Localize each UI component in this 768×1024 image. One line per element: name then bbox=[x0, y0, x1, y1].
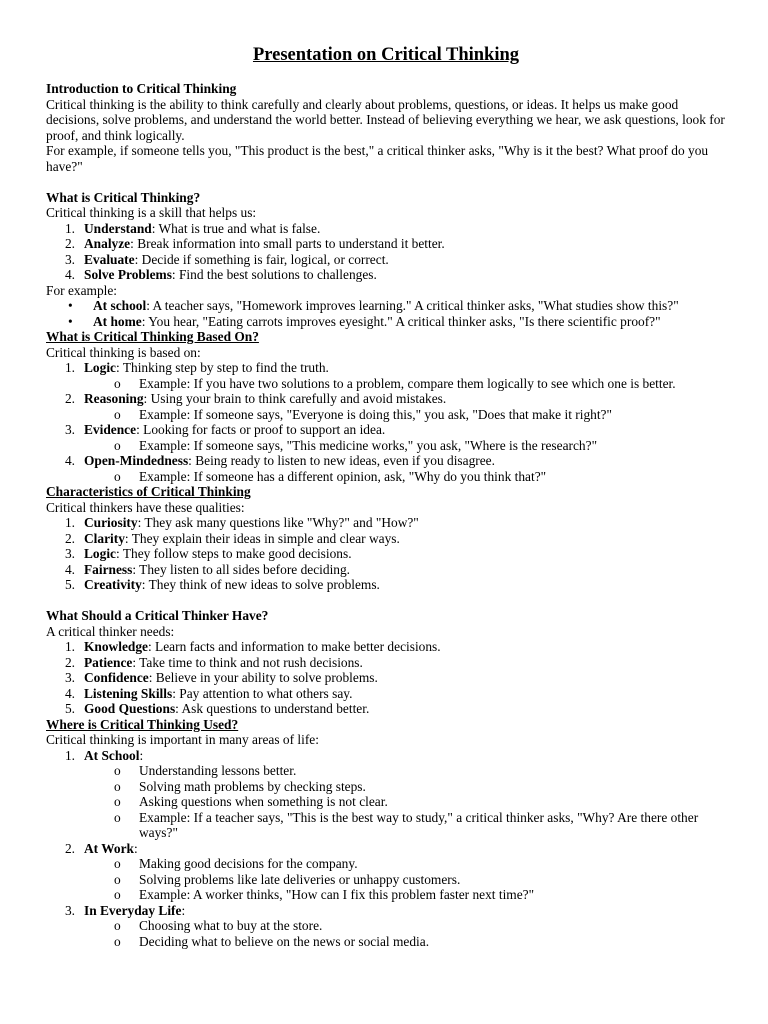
sub-bullet-icon: o bbox=[114, 375, 121, 391]
section-heading-should-have: What Should a Critical Thinker Have? bbox=[46, 608, 269, 623]
section-lead-should-have: A critical thinker needs: bbox=[46, 623, 175, 639]
list-text: : Pay attention to what others say. bbox=[172, 685, 353, 701]
list-text: : What is true and what is false. bbox=[151, 220, 321, 236]
spacer bbox=[46, 593, 726, 609]
intro-paragraph: Critical thinking is the ability to think carefully and clearly about problems, questions, or ideas. It helps us make good decisions, solve problems, and understand the world better. Instead of believing everything we hear, we ask questions, look for proof, and think logically. bbox=[46, 96, 725, 143]
sub-list-item bbox=[46, 810, 726, 841]
section-lead-what-is: Critical thinking is a skill that helps us: bbox=[46, 205, 257, 220]
bullet-text: : A teacher says, "Homework improves learning." A critical thinker asks, "What studies show this?" bbox=[146, 298, 679, 313]
section-heading-characteristics: Characteristics of Critical Thinking bbox=[46, 484, 251, 499]
list-text: : bbox=[139, 747, 144, 763]
list-number: 1. bbox=[64, 515, 75, 530]
list-number: 4. bbox=[64, 685, 75, 701]
list-term: Fairness bbox=[84, 561, 133, 577]
sub-bullet-icon: o bbox=[114, 763, 121, 778]
sub-bullet-icon: o bbox=[114, 856, 121, 871]
list-number: 5. bbox=[64, 701, 75, 716]
list-text: : Learn facts and information to make better decisions. bbox=[147, 639, 441, 654]
list-term: Logic bbox=[84, 546, 116, 561]
document-page bbox=[46, 44, 726, 949]
list-text: : They follow steps to make good decisions. bbox=[116, 546, 352, 561]
list-term: Clarity bbox=[84, 530, 125, 546]
sub-list-text: Deciding what to believe on the news or social media. bbox=[139, 933, 430, 949]
sub-list-item bbox=[46, 763, 726, 779]
list-term: Evaluate bbox=[84, 251, 135, 267]
sub-list-item bbox=[46, 779, 726, 795]
list-term: Knowledge bbox=[84, 639, 148, 654]
sub-list-item bbox=[46, 438, 726, 454]
list-item bbox=[46, 670, 726, 686]
section-lead-where-used: Critical thinking is important in many areas of life: bbox=[46, 732, 319, 747]
list-text: : Break information into small parts to understand it better. bbox=[130, 236, 445, 251]
list-number: 3. bbox=[64, 670, 75, 685]
sub-list-text: Example: If you have two solutions to a problem, compare them logically to see which one is better. bbox=[139, 375, 676, 391]
sub-list-item bbox=[46, 856, 726, 872]
list-item bbox=[46, 562, 726, 578]
sub-list-text: Solving problems like late deliveries or unhappy customers. bbox=[139, 871, 461, 887]
list-number: 2. bbox=[64, 391, 75, 406]
list-number: 1. bbox=[64, 220, 75, 236]
section-heading-where-used: Where is Critical Thinking Used? bbox=[46, 716, 239, 732]
list-item bbox=[46, 655, 726, 671]
list-number: 3. bbox=[64, 422, 75, 437]
bullet-text: : You hear, "Eating carrots improves eyesight." A critical thinker asks, "Is there scientific proof?" bbox=[141, 313, 661, 329]
sub-bullet-icon: o bbox=[114, 871, 121, 887]
list-item bbox=[46, 841, 726, 857]
sub-list-item bbox=[46, 469, 726, 485]
bullet-item bbox=[46, 314, 726, 330]
list-item bbox=[46, 531, 726, 547]
list-item bbox=[46, 546, 726, 562]
list-text: : Being ready to listen to new ideas, even if you disagree. bbox=[188, 453, 495, 468]
sub-list-item bbox=[46, 918, 726, 934]
list-term: Reasoning bbox=[84, 391, 144, 406]
list-item bbox=[46, 391, 726, 407]
list-item bbox=[46, 903, 726, 919]
list-item bbox=[46, 360, 726, 376]
list-term: At Work bbox=[84, 840, 134, 856]
bullet-icon: • bbox=[68, 298, 73, 313]
sub-list-text: Asking questions when something is not clear. bbox=[139, 794, 388, 809]
sub-list-text: Making good decisions for the company. bbox=[139, 856, 358, 871]
list-term: Patience bbox=[84, 654, 133, 670]
list-item bbox=[46, 422, 726, 438]
list-term: Confidence bbox=[84, 670, 149, 685]
sub-bullet-icon: o bbox=[114, 918, 121, 933]
sub-bullet-icon: o bbox=[114, 406, 121, 422]
list-item bbox=[46, 686, 726, 702]
list-item bbox=[46, 252, 726, 268]
list-term: Analyze bbox=[84, 236, 131, 251]
list-text: : Ask questions to understand better. bbox=[175, 701, 370, 716]
list-number: 5. bbox=[64, 577, 75, 592]
list-text: : They ask many questions like "Why?" and "How?" bbox=[137, 515, 419, 530]
intro-example-paragraph: For example, if someone tells you, "This product is the best," a critical thinker asks, "Why is it the best? What proof do you have?" bbox=[46, 143, 709, 174]
list-item bbox=[46, 748, 726, 764]
list-term: Understand bbox=[84, 220, 152, 236]
list-item bbox=[46, 577, 726, 593]
list-text: : bbox=[133, 840, 138, 856]
document-title: Presentation on Critical Thinking bbox=[252, 45, 520, 65]
sub-list-text: Example: If someone has a different opinion, ask, "Why do you think that?" bbox=[139, 468, 547, 484]
list-number: 1. bbox=[64, 360, 75, 375]
list-text: : They listen to all sides before deciding. bbox=[132, 561, 351, 577]
list-item bbox=[46, 267, 726, 283]
sub-bullet-icon: o bbox=[114, 437, 121, 453]
list-number: 4. bbox=[64, 267, 75, 282]
list-number: 3. bbox=[64, 251, 75, 267]
list-text: : Looking for facts or proof to support an idea. bbox=[136, 422, 386, 437]
list-text: : They think of new ideas to solve problems. bbox=[141, 577, 380, 592]
sub-list-item bbox=[46, 872, 726, 888]
sub-list-text: Example: If a teacher says, "This is the best way to study," a critical thinker asks, "Why? Are there other ways?" bbox=[139, 809, 699, 840]
section-heading-what-is: What is Critical Thinking? bbox=[46, 189, 201, 205]
list-number: 2. bbox=[64, 840, 75, 856]
list-term: Logic bbox=[84, 360, 116, 375]
bullet-icon: • bbox=[68, 313, 73, 329]
list-term: Good Questions bbox=[84, 701, 176, 716]
list-term: Open-Mindedness bbox=[84, 453, 189, 468]
sub-list-text: Example: A worker thinks, "How can I fix this problem faster next time?" bbox=[139, 887, 535, 902]
list-item bbox=[46, 515, 726, 531]
list-number: 2. bbox=[64, 654, 75, 670]
list-text: : Find the best solutions to challenges. bbox=[171, 267, 377, 282]
list-number: 3. bbox=[64, 902, 75, 918]
list-text: : Thinking step by step to find the truth. bbox=[116, 360, 329, 375]
list-number: 2. bbox=[64, 530, 75, 546]
sub-list-text: Understanding lessons better. bbox=[139, 763, 297, 778]
list-text: : Take time to think and not rush decisions. bbox=[132, 654, 363, 670]
sub-bullet-icon: o bbox=[114, 809, 121, 825]
sub-list-text: Choosing what to buy at the store. bbox=[139, 918, 323, 933]
list-number: 1. bbox=[64, 747, 75, 763]
example-lead: For example: bbox=[46, 282, 118, 298]
list-text: : bbox=[181, 902, 186, 918]
section-heading-intro: Introduction to Critical Thinking bbox=[46, 81, 237, 96]
sub-list-item bbox=[46, 934, 726, 950]
section-lead-based-on: Critical thinking is based on: bbox=[46, 344, 201, 360]
sub-list-text: Example: If someone says, "This medicine works," you ask, "Where is the research?" bbox=[139, 437, 598, 453]
list-text: : They explain their ideas in simple and clear ways. bbox=[124, 530, 400, 546]
list-term: At School bbox=[84, 747, 140, 763]
section-lead-characteristics: Critical thinkers have these qualities: bbox=[46, 499, 245, 515]
sub-bullet-icon: o bbox=[114, 778, 121, 794]
list-item bbox=[46, 221, 726, 237]
list-item bbox=[46, 236, 726, 252]
sub-list-item bbox=[46, 887, 726, 903]
list-item bbox=[46, 701, 726, 717]
list-item bbox=[46, 639, 726, 655]
list-number: 2. bbox=[64, 236, 75, 251]
sub-list-item bbox=[46, 794, 726, 810]
bullet-term: At school bbox=[93, 298, 147, 313]
list-number: 1. bbox=[64, 639, 75, 654]
list-term: Evidence bbox=[84, 422, 137, 437]
sub-list-text: Solving math problems by checking steps. bbox=[139, 778, 366, 794]
list-text: : Using your brain to think carefully and avoid mistakes. bbox=[143, 391, 447, 406]
list-term: Listening Skills bbox=[84, 685, 173, 701]
bullet-term: At home bbox=[93, 313, 142, 329]
list-number: 4. bbox=[64, 453, 75, 468]
spacer bbox=[46, 174, 726, 190]
sub-list-text: Example: If someone says, "Everyone is doing this," you ask, "Does that make it right?" bbox=[139, 406, 612, 422]
sub-list-item bbox=[46, 407, 726, 423]
list-text: : Believe in your ability to solve problems. bbox=[148, 670, 378, 685]
sub-bullet-icon: o bbox=[114, 887, 121, 902]
list-term: In Everyday Life bbox=[84, 902, 182, 918]
list-text: : Decide if something is fair, logical, or correct. bbox=[134, 251, 389, 267]
sub-bullet-icon: o bbox=[114, 933, 121, 949]
list-term: Solve Problems bbox=[84, 267, 172, 282]
list-term: Curiosity bbox=[84, 515, 138, 530]
list-item bbox=[46, 453, 726, 469]
list-number: 3. bbox=[64, 546, 75, 561]
sub-list-item bbox=[46, 376, 726, 392]
list-term: Creativity bbox=[84, 577, 142, 592]
sub-bullet-icon: o bbox=[114, 794, 121, 809]
bullet-item bbox=[46, 298, 726, 314]
section-heading-based-on: What is Critical Thinking Based On? bbox=[46, 329, 259, 344]
sub-bullet-icon: o bbox=[114, 468, 121, 484]
list-number: 4. bbox=[64, 561, 75, 577]
